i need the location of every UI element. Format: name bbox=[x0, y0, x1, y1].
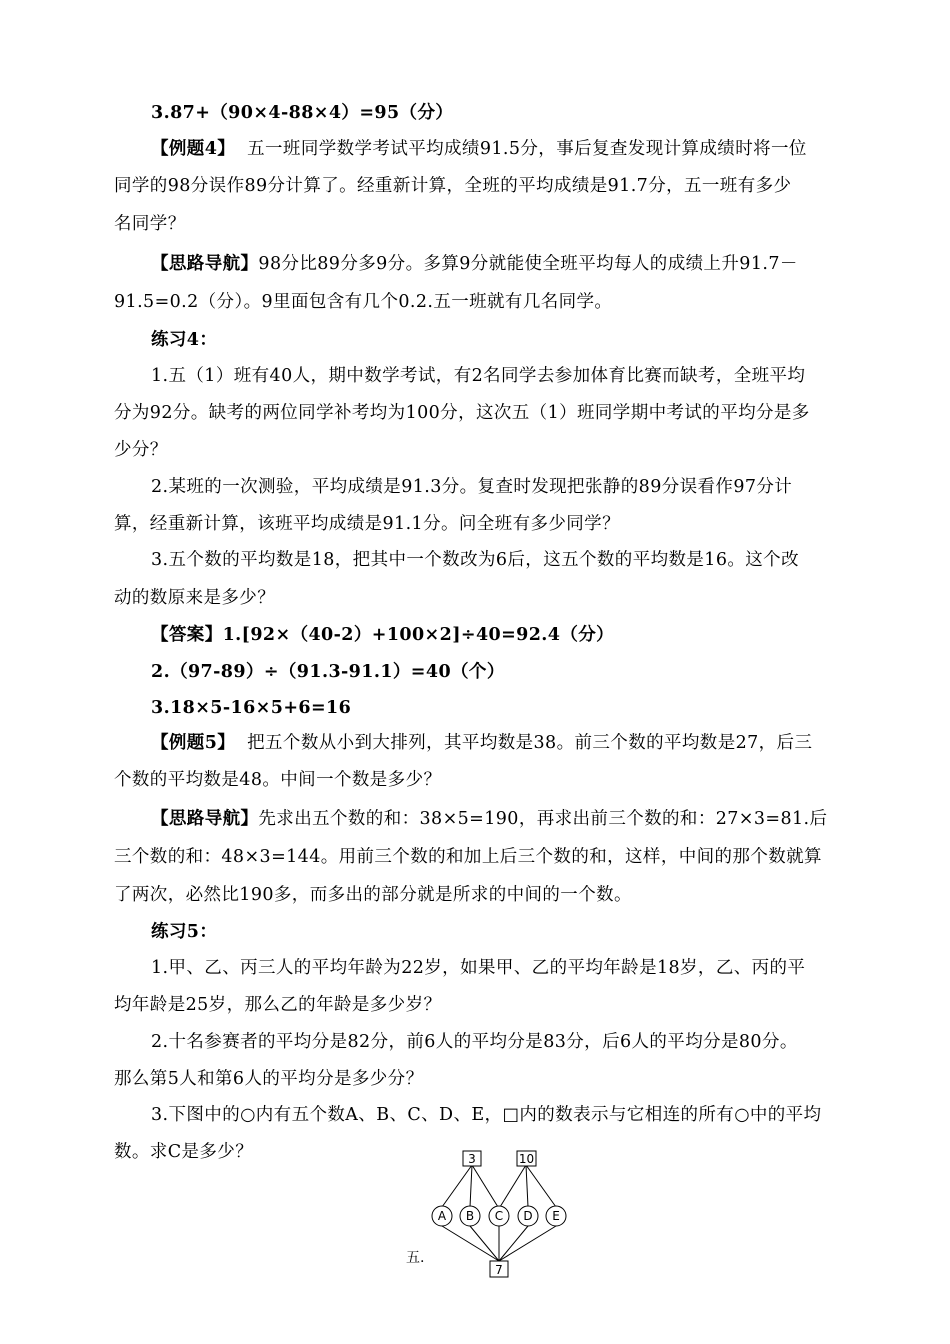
example-4-text: 五一班同学数学考试平均成绩91.5分，事后复查发现计算成绩时将一位 bbox=[247, 139, 807, 159]
edge-7-e bbox=[499, 1226, 556, 1261]
edge-10-d bbox=[526, 1165, 528, 1207]
example-4-line-1 bbox=[151, 137, 891, 161]
edge-10-c bbox=[500, 1165, 526, 1207]
practice-4-q3-line-2: 动的数原来是多少？ bbox=[114, 588, 276, 608]
answer-label: 【答案】 bbox=[151, 625, 223, 645]
hint-4-line-1 bbox=[151, 252, 891, 276]
answer-1-text: 1.[92×（40-2）+100×2]÷40=92.4（分） bbox=[222, 625, 615, 645]
practice-5-heading: 练习5： bbox=[151, 922, 218, 942]
edge-3-c bbox=[472, 1165, 498, 1207]
edge-3-a bbox=[442, 1165, 472, 1207]
edge-3-b bbox=[470, 1165, 472, 1207]
practice-4-q1-line-1: 1.五（1）班有40人，期中数学考试，有2名同学去参加体育比赛而缺考，全班平均 bbox=[151, 366, 806, 386]
edge-10-e bbox=[526, 1165, 556, 1207]
practice-5-q3-line-1: 3.下图中的○内有五个数A、B、C、D、E，□内的数表示与它相连的所有○中的平均 bbox=[151, 1105, 822, 1125]
circle-label-b: B bbox=[465, 1209, 475, 1223]
square-label-3: 3 bbox=[468, 1152, 476, 1166]
answer-4-line-1 bbox=[151, 623, 891, 647]
practice-5-q1-line-1: 1.甲、乙、丙三人的平均年龄为22岁，如果甲、乙的平均年龄是18岁，乙、丙的平 bbox=[151, 958, 806, 978]
hint-5-line-2: 三个数的和：48×3=144。用前三个数的和加上后三个数的和，这样，中间的那个数就算 bbox=[114, 847, 822, 867]
edge-7-a bbox=[442, 1226, 499, 1261]
practice-5-q3-line-2: 数。求C是多少？ bbox=[114, 1142, 254, 1162]
hint-5-line-1 bbox=[151, 807, 891, 831]
page-footer: 五. bbox=[406, 1250, 425, 1266]
answer-4-line-2: 2.（97-89）÷（91.3-91.1）=40（个） bbox=[151, 662, 505, 682]
example-5-line-2: 个数的平均数是48。中间一个数是多少？ bbox=[114, 770, 442, 790]
hint-5-text: 先求出五个数的和：38×5=190，再求出前三个数的和：27×3=81.后 bbox=[258, 809, 828, 829]
practice-4-q1-line-3: 少分？ bbox=[114, 440, 168, 460]
hint-4-text: 98分比89分多9分。多算9分就能使全班平均每人的成绩上升91.7－ bbox=[258, 254, 798, 274]
example-4-line-3: 名同学？ bbox=[114, 214, 186, 234]
example-4-label: 【例题4】 bbox=[151, 139, 236, 159]
hint-4-label: 【思路导航】 bbox=[151, 254, 259, 274]
practice-5-q2-line-2: 那么第5人和第6人的平均分是多少分？ bbox=[114, 1069, 424, 1089]
example-5-label: 【例题5】 bbox=[151, 733, 236, 753]
answer-4-line-3: 3.18×5-16×5+6=16 bbox=[151, 698, 352, 718]
example-4-line-2: 同学的98分误作89分计算了。经重新计算，全班的平均成绩是91.7分，五一班有多少 bbox=[114, 176, 792, 196]
practice-4-q2-line-2: 算，经重新计算，该班平均成绩是91.1分。问全班有多少同学？ bbox=[114, 514, 620, 534]
hint-5-line-3: 了两次，必然比190多，而多出的部分就是所求的中间的一个数。 bbox=[114, 885, 632, 905]
answer-line-3: 3.87+（90×4-88×4）=95（分） bbox=[151, 103, 454, 123]
edge-7-d bbox=[499, 1226, 528, 1261]
practice-4-heading: 练习4： bbox=[151, 330, 218, 350]
circle-label-a: A bbox=[437, 1209, 447, 1223]
circle-label-e: E bbox=[552, 1209, 560, 1223]
practice-4-q2-line-1: 2.某班的一次测验，平均成绩是91.3分。复查时发现把张静的89分误看作97分计 bbox=[151, 477, 793, 497]
practice-5-q2-line-1: 2.十名参赛者的平均分是82分，前6人的平均分是83分，后6人的平均分是80分。 bbox=[151, 1032, 798, 1052]
circle-label-d: D bbox=[523, 1209, 533, 1223]
edge-7-b bbox=[470, 1226, 499, 1261]
square-label-7: 7 bbox=[495, 1263, 503, 1277]
hint-5-label: 【思路导航】 bbox=[151, 809, 259, 829]
practice-4-q3-line-1: 3.五个数的平均数是18，把其中一个数改为6后，这五个数的平均数是16。这个改 bbox=[151, 550, 799, 570]
averages-diagram bbox=[420, 1148, 580, 1286]
example-5-text: 把五个数从小到大排列，其平均数是38。前三个数的平均数是27，后三 bbox=[247, 733, 813, 753]
hint-4-line-2: 91.5=0.2（分）。9里面包含有几个0.2.五一班就有几名同学。 bbox=[114, 292, 613, 312]
practice-4-q1-line-2: 分为92分。缺考的两位同学补考均为100分，这次五（1）班同学期中考试的平均分是多 bbox=[114, 403, 810, 423]
circle-label-c: C bbox=[494, 1209, 504, 1223]
practice-5-q1-line-2: 均年龄是25岁，那么乙的年龄是多少岁？ bbox=[114, 995, 442, 1015]
example-5-line-1 bbox=[151, 731, 891, 755]
square-label-10: 10 bbox=[518, 1152, 535, 1166]
